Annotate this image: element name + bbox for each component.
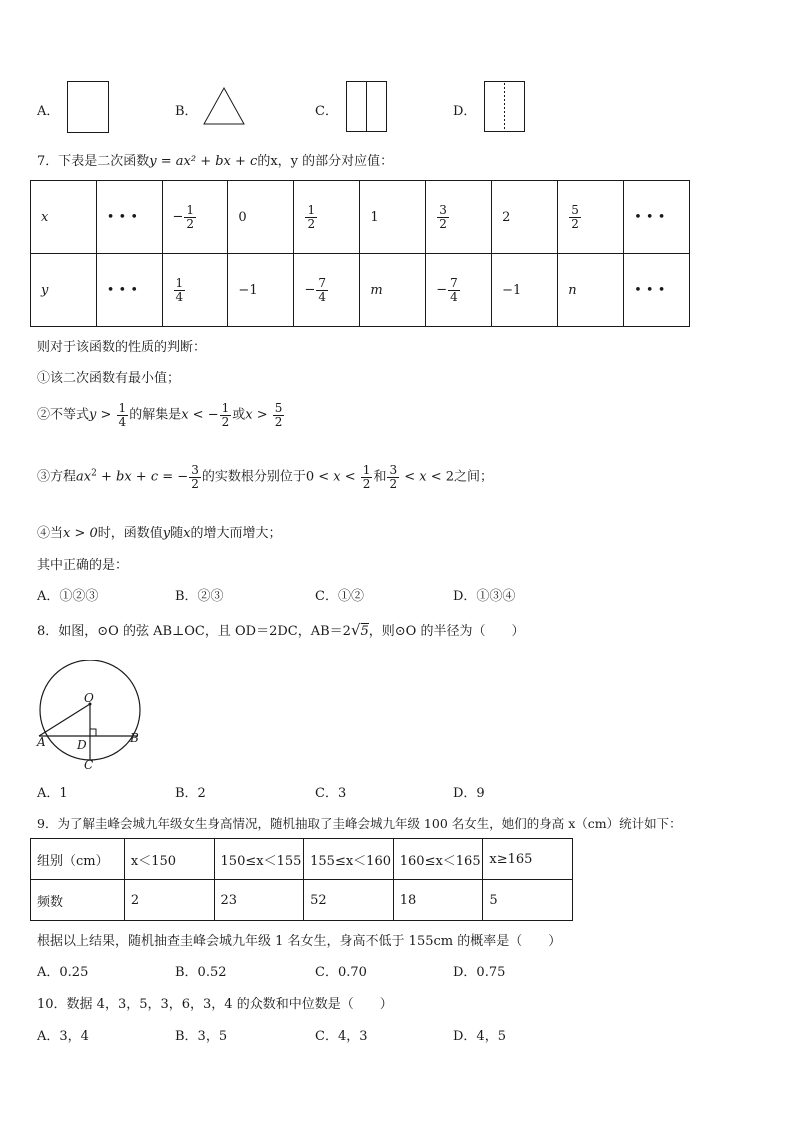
- q7-y-cell: m: [360, 254, 426, 327]
- q7-row-x-label: x: [31, 181, 97, 254]
- q7-x-cell: $\frac{3}{2}$: [426, 181, 492, 254]
- q8-option-b: B．2: [175, 786, 206, 801]
- q9-header-cell: x≥165: [483, 839, 573, 880]
- q8-label-c: C: [84, 758, 94, 772]
- q7-question: 其中正确的是：: [37, 558, 129, 573]
- q8-circle-figure: [34, 660, 146, 772]
- q7-stem-suffix: 的x，y 的部分对应值：: [257, 154, 394, 169]
- q7-stem-prefix: 7．下表是二次函数: [37, 154, 150, 169]
- q7-value-table: [30, 180, 690, 327]
- q7-x-cell: • • •: [96, 181, 162, 254]
- q9-stem: 9．为了解圭峰会城九年级女生身高情况，随机抽取了圭峰会城九年级 100 名女生，她们的身高 x（cm）统计如下：: [37, 816, 682, 831]
- q8-option-c: C．3: [315, 786, 347, 801]
- q9-row-cell: 频数: [31, 880, 125, 921]
- q7-x-cell: − $\frac{1}{2}$: [162, 181, 228, 254]
- q8-right-angle-mark: [90, 729, 96, 736]
- q7-x-cell: $\frac{5}{2}$: [558, 181, 624, 254]
- q8-stem: 8．如图，⊙O 的弦 AB⊥OC，且 OD＝2DC，AB＝2√5，则⊙O 的半径为（ ）: [37, 621, 525, 639]
- q7-y-cell: − $\frac{7}{4}$: [294, 254, 360, 327]
- q9-height-table: [30, 838, 573, 921]
- q9-row-cell: 52: [304, 880, 394, 921]
- q7-y-cell: n: [558, 254, 624, 327]
- q7-option-a: A．①②③: [37, 589, 99, 604]
- q8-label-a: A: [37, 735, 46, 749]
- q7-y-cell: $\frac{1}{4}$: [162, 254, 228, 327]
- q10-option-d: D．4，5: [453, 1029, 506, 1044]
- q8-radius-oa: [39, 704, 90, 736]
- q7-option-b: B．②③: [175, 589, 224, 604]
- q9-option-d: D．0.75: [453, 965, 506, 980]
- q7-option-c: C．①②: [315, 589, 364, 604]
- q9-row-cell: 18: [393, 880, 483, 921]
- q6-option-b-label: B．: [175, 104, 198, 119]
- q7-y-cell: • • •: [624, 254, 690, 327]
- q9-row-cell: 23: [214, 880, 304, 921]
- q9-header-cell: x＜150: [124, 839, 214, 880]
- q7-statement-3: ③方程$ax^2$ + bx + c = − $\frac{3}{2}$ 的实数根分别位于0 < x < $\frac{1}{2}$ 和 $\frac{3}{2}$ < x < 2之间；: [37, 463, 494, 491]
- q9-header-cell: 160≤x＜165: [393, 839, 483, 880]
- q9-frequency-row: [31, 880, 573, 921]
- q7-statement-2: ②不等式y > $\frac{1}{4}$ 的解集是x < − $\frac{1}{2}$ 或x > $\frac{5}{2}$: [37, 401, 283, 429]
- q8-label-o: O: [84, 691, 94, 705]
- q7-x-cell: $\frac{1}{2}$: [294, 181, 360, 254]
- q8-label-b: B: [130, 731, 139, 745]
- q6-option-d-label: D．: [453, 104, 477, 119]
- q7-statement-1: ①该二次函数有最小值；: [37, 371, 181, 386]
- q7-row-y-label: y: [31, 254, 97, 327]
- q9-header-cell: 组别（cm）: [31, 839, 125, 880]
- q7-row-x: [31, 181, 690, 254]
- q9-header-cell: 150≤x＜155: [214, 839, 304, 880]
- q9-header-cell: 155≤x＜160: [304, 839, 394, 880]
- q6-option-c-split-rectangle: [346, 81, 388, 133]
- q9-option-a: A．0.25: [37, 965, 89, 980]
- q7-y-cell: • • •: [96, 254, 162, 327]
- q9-row-cell: 5: [483, 880, 573, 921]
- q10-stem: 10．数据 4，3，5，3，6，3，4 的众数和中位数是（ ）: [37, 997, 393, 1012]
- q7-row-y: [31, 254, 690, 327]
- q9-header-row: [31, 839, 573, 880]
- q7-y-cell: − $\frac{7}{4}$: [426, 254, 492, 327]
- q7-x-cell: 0: [228, 181, 294, 254]
- q7-statement-4: ④当x > 0时，函数值y随x的增大而增大；: [37, 526, 282, 541]
- q7-y-cell: −1: [492, 254, 558, 327]
- q8-label-d: D: [77, 738, 87, 752]
- q9-option-c: C．0.70: [315, 965, 367, 980]
- q6-option-c-label: C．: [315, 104, 338, 119]
- q7-option-d: D．①③④: [453, 589, 516, 604]
- q8-option-a: A．1: [37, 786, 68, 801]
- q9-option-b: B．0.52: [175, 965, 227, 980]
- q9-row-cell: 2: [124, 880, 214, 921]
- q9-question: 根据以上结果，随机抽查圭峰会城九年级 1 名女生，身高不低于 155cm 的概率是（ ）: [37, 934, 562, 949]
- q6-option-b-triangle: [202, 86, 246, 126]
- q7-intro: 则对于该函数的性质的判断：: [37, 340, 207, 355]
- q6-option-a-label: A．: [37, 104, 60, 119]
- q8-option-d: D．9: [453, 786, 485, 801]
- q7-stem: [37, 150, 393, 169]
- q10-option-c: C．4，3: [315, 1029, 368, 1044]
- q7-x-cell: 2: [492, 181, 558, 254]
- q10-option-a: A．3，4: [37, 1029, 89, 1044]
- q6-option-a-rectangle: [67, 81, 109, 133]
- q6-option-d-dashed-rectangle: [484, 81, 526, 133]
- q7-x-cell: 1: [360, 181, 426, 254]
- q10-option-b: B．3，5: [175, 1029, 228, 1044]
- q7-function: y = ax² + bx + c: [149, 154, 258, 169]
- q7-y-cell: −1: [228, 254, 294, 327]
- q7-x-cell: • • •: [624, 181, 690, 254]
